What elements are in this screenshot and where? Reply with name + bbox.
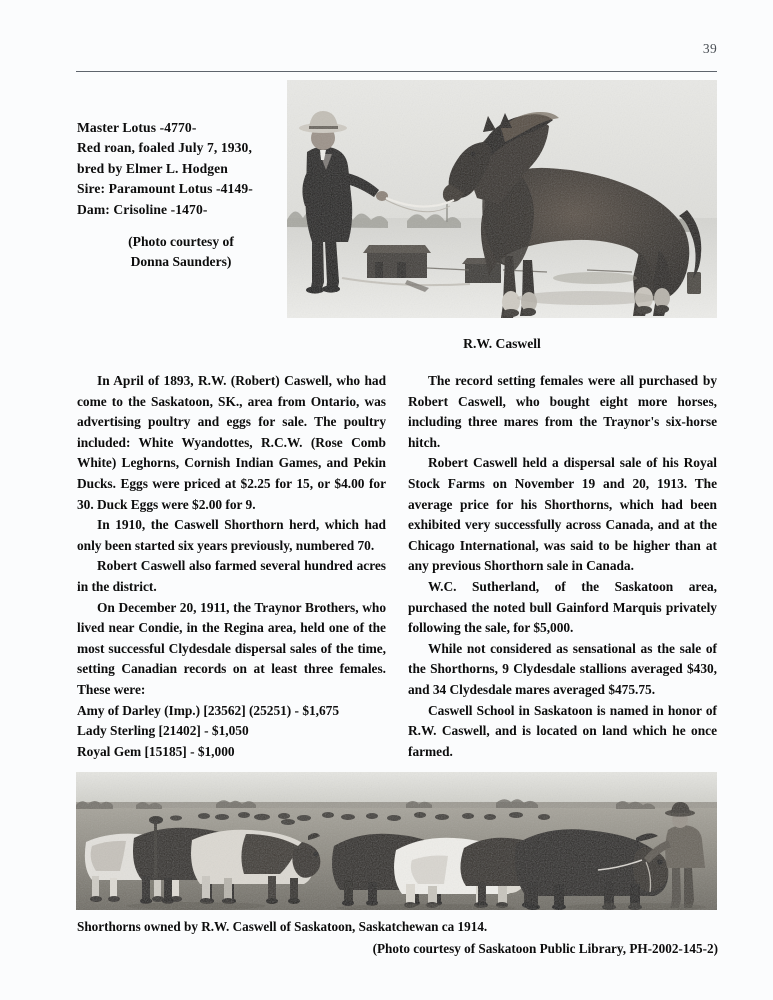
photo-shorthorn-cattle	[76, 772, 717, 910]
body-column-right	[408, 371, 717, 762]
paragraph: Caswell School in Saskatoon is named in honor of R.W. Caswell, and is located on land which he once farmed.	[408, 702, 717, 759]
top-photo-side-caption	[77, 118, 277, 220]
body-column-left	[77, 371, 386, 762]
page-number: 39	[702, 41, 717, 56]
paragraph: Robert Caswell also farmed several hundred acres in the district.	[77, 558, 386, 594]
top-photo-caption: R.W. Caswell	[463, 336, 541, 351]
paragraph: Robert Caswell held a dispersal sale of his Royal Stock Farms on November 19 and 20, 1913. The average price for his Shorthorns, which had been exhibited very successfully across Canada, and at the Chicago International, was said to be higher than at any previous Shorthorn sale in Canada.	[408, 455, 717, 574]
record-list-item: Lady Sterling [21402] - $1,050	[77, 723, 249, 739]
caption-line: Master Lotus -4770-	[77, 120, 197, 135]
top-photo-credit	[77, 232, 285, 273]
paragraph: In April of 1893, R.W. (Robert) Caswell, who had come to the Saskatoon, SK., area from Ontario, was advertising poultry and eggs for sale. The poultry included: White Wyandottes, R.C.W. (Rose Comb White) Leghorns, Cornish Indian Games, and Pekin Ducks. Eggs were priced at $2.25 for 15, or $4.00 for 30. Duck Eggs were $2.00 for 9.	[77, 373, 386, 512]
header-rule	[76, 71, 717, 72]
paragraph: While not considered as sensational as the sale of the Shorthorns, 9 Clydesdale stallions averaged $430, and 34 Clydesdale mares averaged $475.75.	[408, 640, 717, 697]
photo-clydesdale-stallion	[287, 80, 717, 318]
caption-line: Sire: Paramount Lotus -4149-	[77, 181, 253, 197]
caption-line: Red roan, foaled July 7, 1930,	[77, 140, 252, 156]
record-list-item: Amy of Darley (Imp.) [23562] (25251) - $1,675	[77, 702, 340, 718]
bottom-photo-credit: (Photo courtesy of Saskatoon Public Library, PH-2002-145-2)	[372, 941, 718, 956]
bottom-photo-caption: Shorthorns owned by R.W. Caswell of Saskatoon, Saskatchewan ca 1914.	[77, 919, 488, 934]
caption-line: Dam: Crisoline -1470-	[77, 201, 208, 217]
credit-line: (Photo courtesy of	[128, 234, 234, 249]
paragraph: The record setting females were all purchased by Robert Caswell, who bought eight more horses, including three mares from the Traynor's six-horse hitch.	[408, 373, 717, 450]
record-list-item: Royal Gem [15185] - $1,000	[77, 743, 235, 759]
paragraph: In 1910, the Caswell Shorthorn herd, which had only been started six years previously, numbered 70.	[77, 517, 386, 553]
caption-line: bred by Elmer L. Hodgen	[77, 160, 228, 176]
credit-line: Donna Saunders)	[130, 254, 232, 270]
paragraph: On December 20, 1911, the Traynor Brothers, who lived near Condie, in the Regina area, held one of the most successful Clydesdale dispersal sales of the time, setting Canadian records on at least three females. These were:	[77, 599, 386, 697]
paragraph: W.C. Sutherland, of the Saskatoon area, purchased the noted bull Gainford Marquis privately following the sale, for $5,000.	[408, 578, 717, 636]
